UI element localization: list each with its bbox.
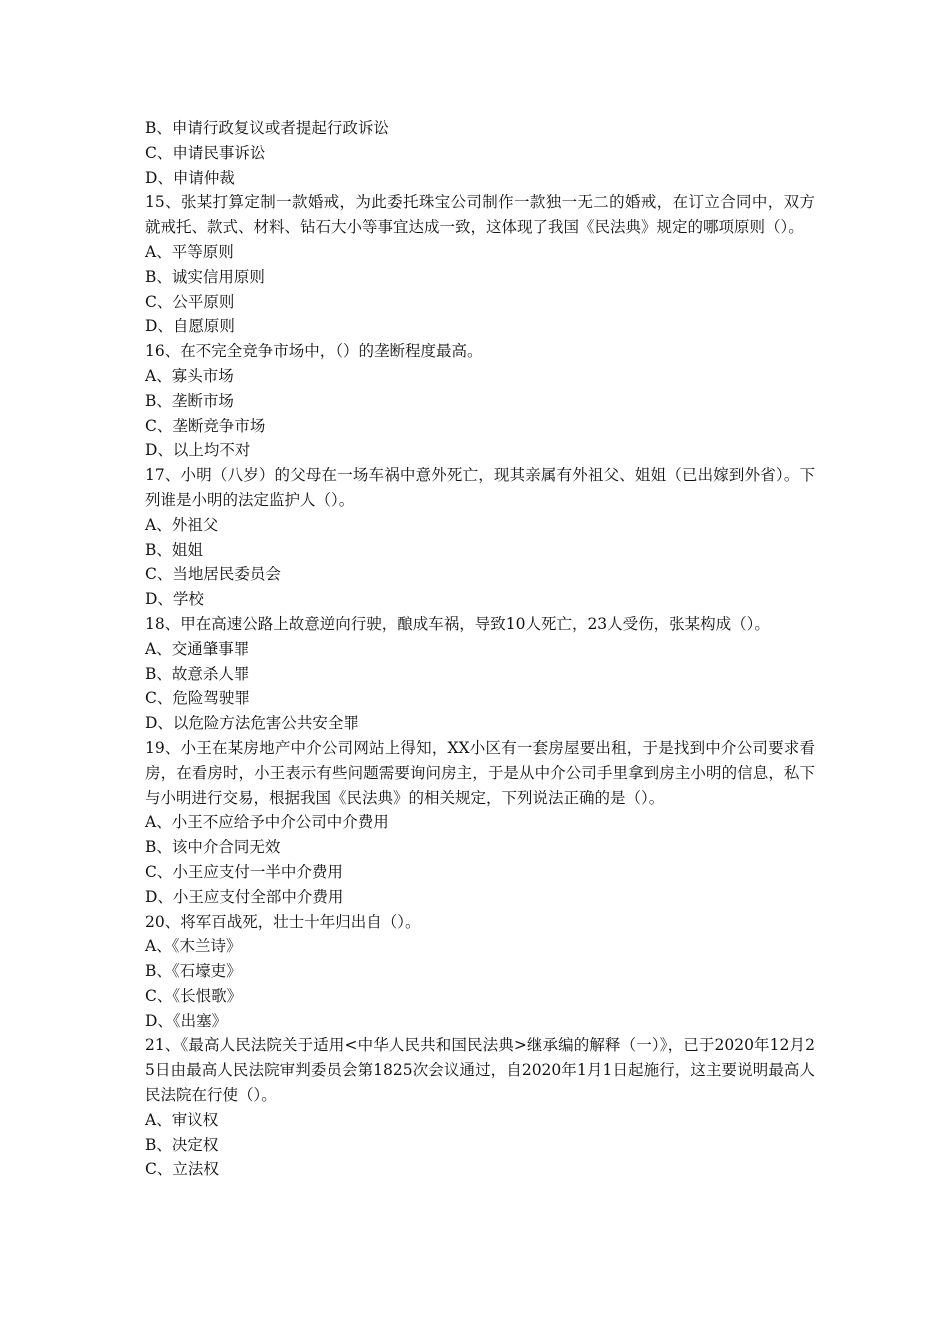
- option-16-b: B、垄断市场: [145, 391, 234, 410]
- option-18-d: D、以危险方法危害公共安全罪: [145, 714, 359, 733]
- question-15: 15、张某打算定制一款婚戒，为此委托珠宝公司制作一款独一无二的婚戒，在订立合同中，双方就戒托、款式、材料、钻石大小等事宜达成一致，这体现了我国《民法典》规定的哪项原则（）。: [145, 193, 815, 237]
- option-15-c: C、公平原则: [145, 292, 235, 311]
- option-18-b: B、故意杀人罪: [145, 664, 250, 683]
- option-19-a: A、小王不应给予中介公司中介费用: [145, 813, 389, 832]
- question-17: 17、小明（八岁）的父母在一场车祸中意外死亡，现其亲属有外祖父、姐姐（已出嫁到外省）。下列谁是小明的法定监护人（）。: [145, 466, 815, 509]
- option-18-a: A、交通肇事罪: [145, 639, 250, 658]
- option-17-b: B、姐姐: [145, 540, 203, 559]
- option-21-b: B、决定权: [145, 1135, 219, 1154]
- option-19-d: D、小王应支付全部中介费用: [145, 887, 344, 906]
- document-page: [145, 116, 815, 1182]
- option-17-d: D、学校: [145, 590, 204, 609]
- option-20-b: B、《石壕吏》: [145, 962, 242, 981]
- question-18: 18、甲在高速公路上故意逆向行驶，酿成车祸，导致10人死亡，23人受伤，张某构成（）。: [145, 614, 770, 633]
- option-17-a: A、外祖父: [145, 515, 219, 534]
- option-15-d: D、自愿原则: [145, 317, 235, 336]
- question-16: 16、在不完全竞争市场中，（）的垄断程度最高。: [145, 342, 483, 361]
- option-18-c: C、危险驾驶罪: [145, 689, 250, 708]
- option-15-a: A、平等原则: [145, 242, 234, 261]
- option-19-b: B、该中介合同无效: [145, 838, 281, 857]
- question-21: 21、《最高人民法院关于适用<中华人民共和国民法典>继承编的解释（一）》，已于2020年12月25日由最高人民法院审判委员会第1825次会议通过，自2020年1月1日起施行，这主要说明最高人民法院在行使（）。: [145, 1036, 815, 1105]
- question-20: 20、将军百战死，壮士十年归出自（）。: [145, 912, 421, 931]
- option-20-d: D、《出塞》: [145, 1011, 228, 1030]
- option-21-c: C、立法权: [145, 1160, 219, 1179]
- option-14-d: D、申请仲裁: [145, 168, 235, 187]
- option-14-c: C、申请民事诉讼: [145, 143, 266, 162]
- option-21-a: A、审议权: [145, 1110, 219, 1129]
- question-19: 19、小王在某房地产中介公司网站上得知，XX小区有一套房屋要出租，于是找到中介公司要求看房，在看房时，小王表示有些问题需要询问房主，于是从中介公司手里拿到房主小明的信息，私下与小明进行交易，根据我国《民法典》的相关规定，下列说法正确的是（）。: [145, 738, 815, 807]
- option-15-b: B、诚实信用原则: [145, 267, 265, 286]
- option-16-c: C、垄断竞争市场: [145, 416, 266, 435]
- option-19-c: C、小王应支付一半中介费用: [145, 862, 343, 881]
- option-16-a: A、寡头市场: [145, 366, 234, 385]
- option-20-a: A、《木兰诗》: [145, 937, 242, 956]
- option-20-c: C、《长恨歌》: [145, 986, 243, 1005]
- option-14-b: B、申请行政复议或者提起行政诉讼: [145, 119, 389, 137]
- option-16-d: D、以上均不对: [145, 441, 251, 460]
- option-17-c: C、当地居民委员会: [145, 565, 281, 584]
